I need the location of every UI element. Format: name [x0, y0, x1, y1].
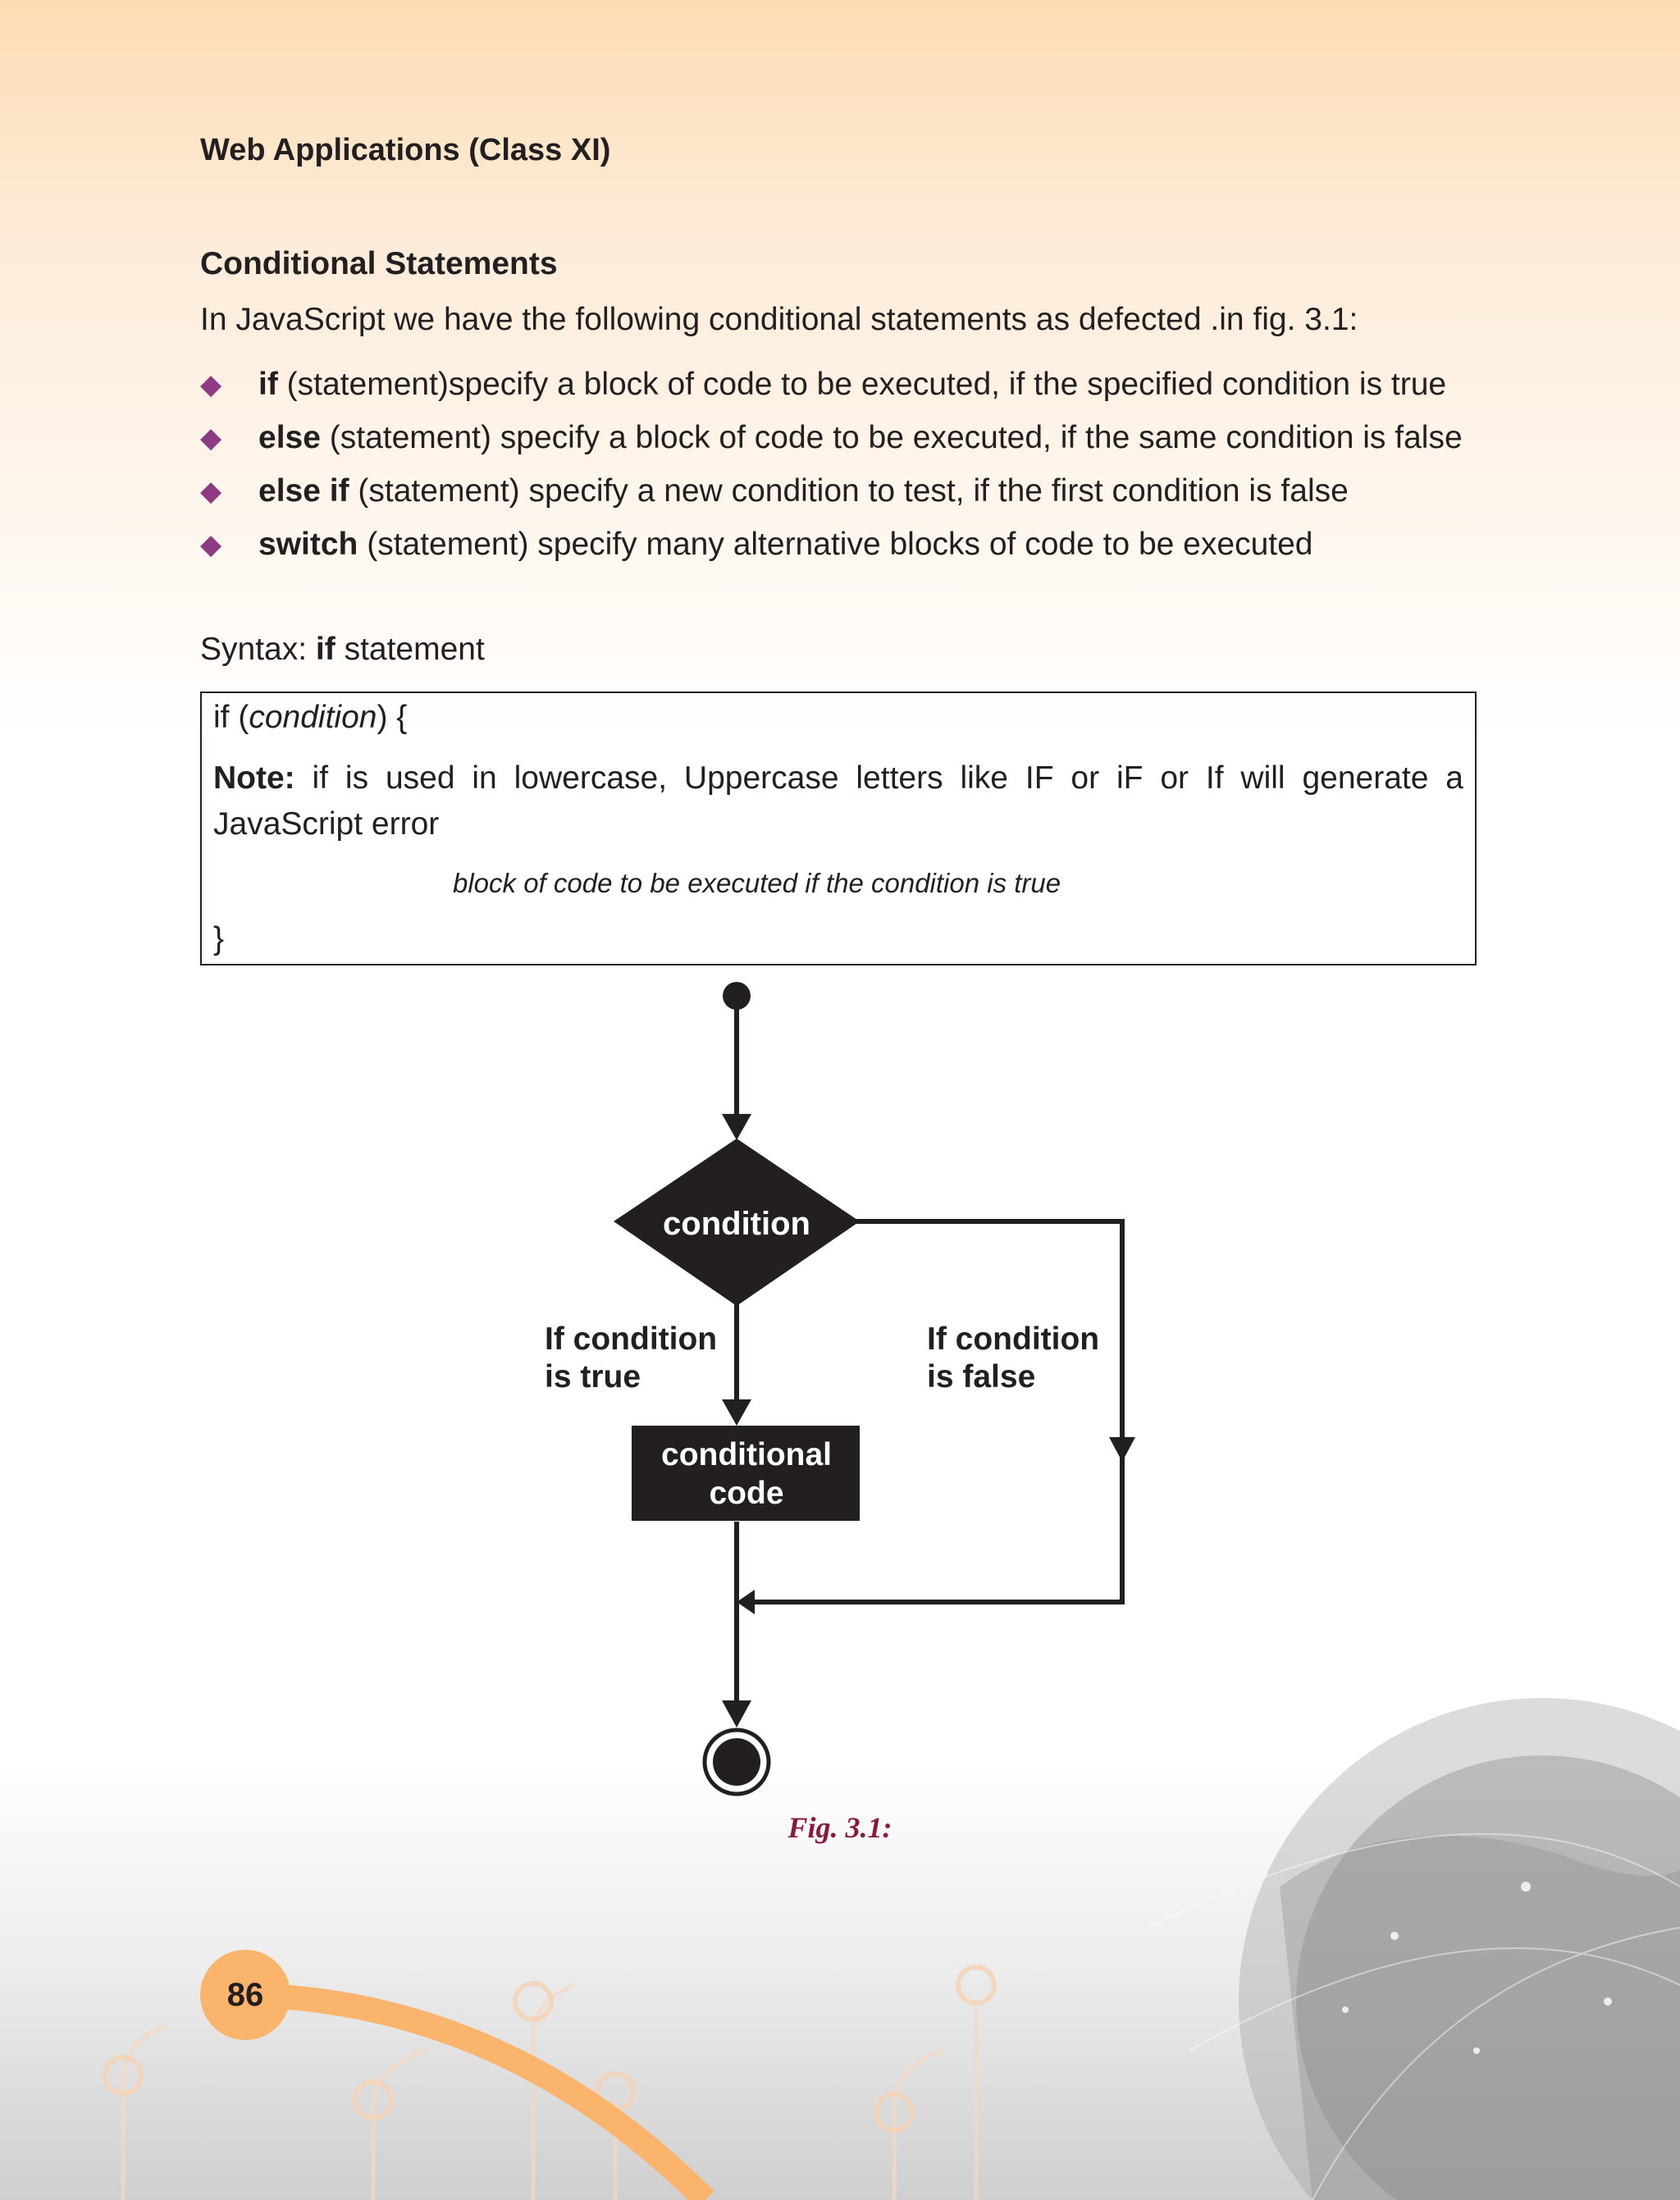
note-label: Note:	[213, 760, 295, 796]
keyword-if: if	[258, 367, 278, 402]
note-text: if is used in lowercase, Uppercase letters like IF or iF or If will generate a JavaScript error	[213, 760, 1463, 842]
keyword-switch: switch	[258, 527, 358, 562]
diamond-bullet-icon: ◆	[200, 422, 222, 454]
keyword-else: else	[258, 420, 321, 455]
code-comment: block of code to be executed if the condition is true	[453, 868, 1061, 898]
false-branch-label: If condition is false	[927, 1321, 1100, 1394]
figure-caption: Fig. 3.1:	[788, 1811, 892, 1844]
decision-label: condition	[663, 1206, 810, 1242]
arrowhead-down	[722, 1114, 751, 1140]
code-close-brace: }	[213, 921, 225, 956]
diamond-bullet-icon: ◆	[200, 529, 222, 560]
syntax-prefix: Syntax:	[200, 632, 316, 667]
true-branch-label: If condition is true	[545, 1321, 718, 1394]
list-item-text: (statement)specify a block of code to be executed, if the specified condition is true	[277, 367, 1447, 402]
code-open-prefix: if (	[213, 700, 249, 735]
list-item-text: (statement) specify a new condition to test, if the first condition is false	[349, 473, 1349, 509]
page-number: 86	[226, 1976, 264, 2013]
syntax-keyword: if	[315, 632, 336, 667]
intro-paragraph: In JavaScript we have the following conditional statements as defected .in fig. 3.1:	[200, 302, 1358, 337]
list-item-text: (statement) specify a block of code to be executed, if the same condition is false	[320, 420, 1463, 455]
arrowhead-left	[737, 1590, 755, 1614]
end-node	[705, 1730, 769, 1794]
arrowhead-down	[1109, 1437, 1135, 1462]
keyword-else-if: else if	[258, 473, 349, 509]
arrowhead-down	[722, 1700, 751, 1728]
process-label-line2: code	[709, 1476, 784, 1511]
running-head: Web Applications (Class XI)	[200, 133, 611, 167]
diamond-bullet-icon: ◆	[200, 476, 222, 507]
section-title: Conditional Statements	[200, 246, 558, 281]
start-node	[723, 982, 751, 1010]
page-number-badge	[200, 1950, 290, 2040]
process-label-line1: conditional	[661, 1437, 832, 1472]
code-condition-param: condition	[249, 700, 377, 735]
arrowhead-down	[722, 1399, 751, 1426]
list-item-text: (statement) specify many alternative blocks of code to be executed	[358, 527, 1313, 562]
diamond-bullet-icon: ◆	[200, 369, 222, 400]
code-open-suffix: ) {	[377, 700, 408, 735]
syntax-suffix: statement	[335, 632, 485, 667]
